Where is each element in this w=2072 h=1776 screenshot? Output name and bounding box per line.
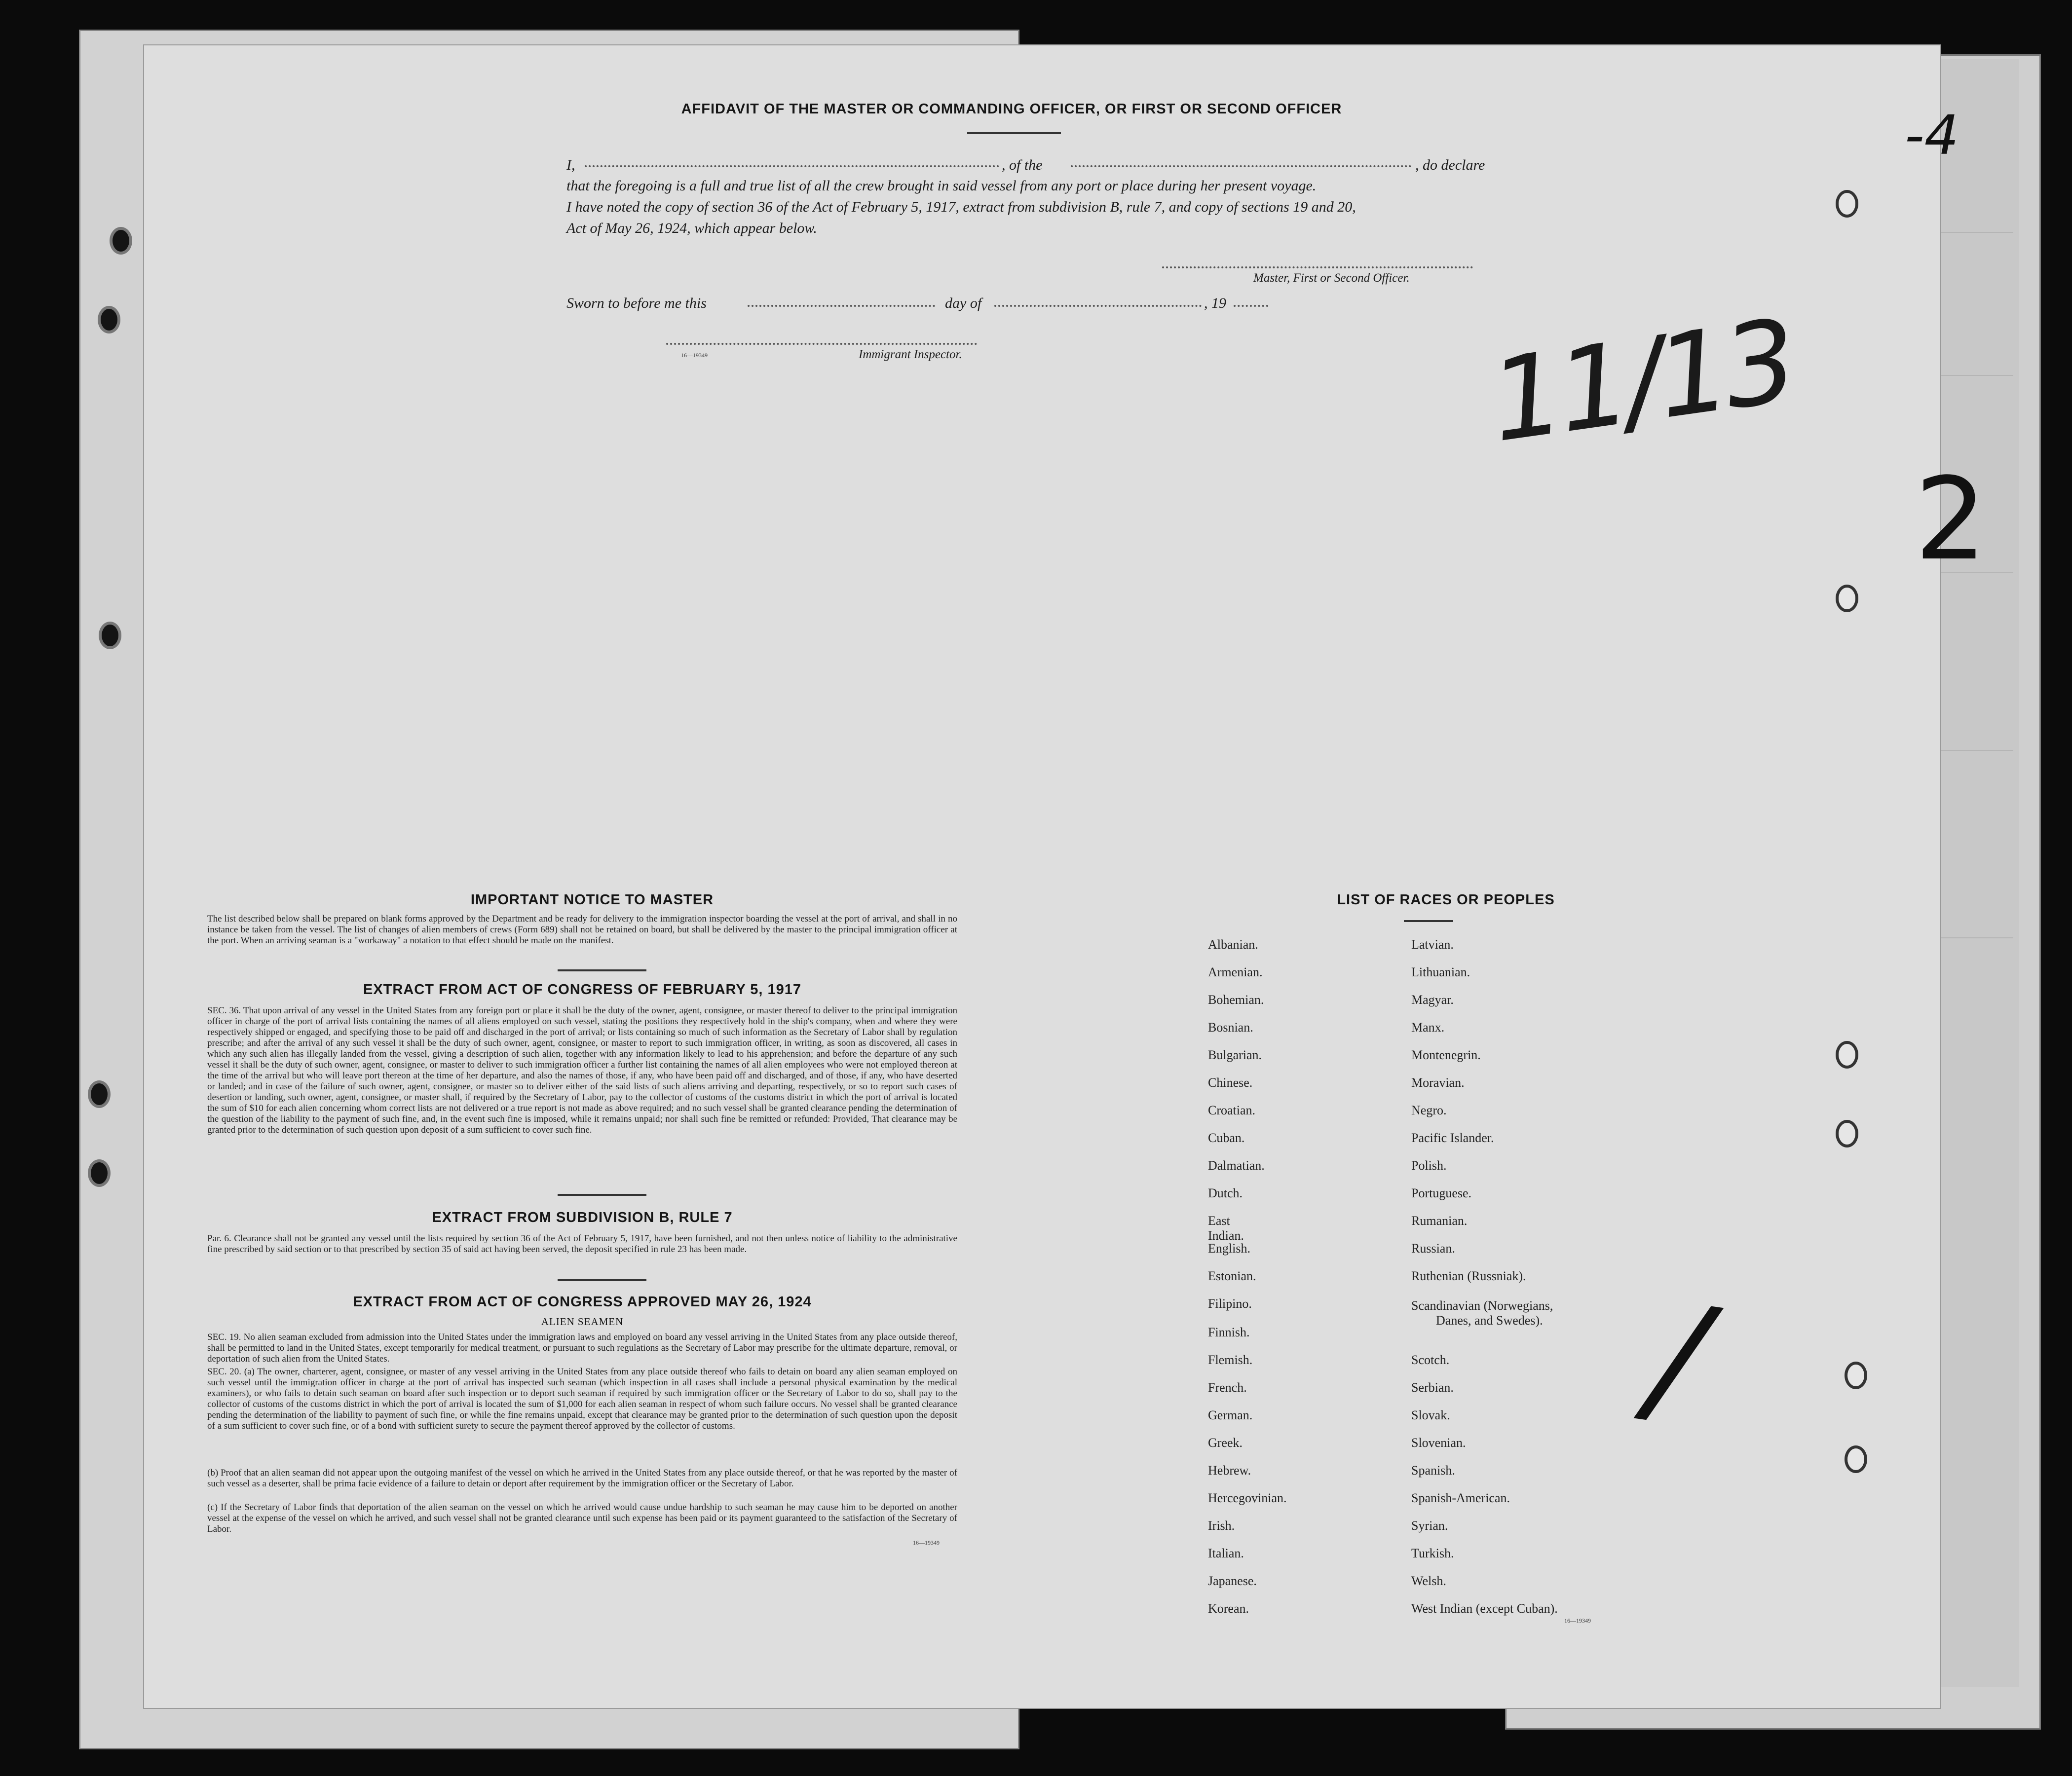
sec-20c-text: (c) If the Secretary of Labor finds that deportation of the alien seaman on the vessel on which he arrived would cause undue hardship to such seaman he may cause him to be deported on another vessel at the expense of the vessel on which he arrived, and such vessel shall not be granted clearance until such expense has been paid or its payment guaranteed to the satisfaction of the Secretary of Labor. bbox=[207, 1502, 957, 1534]
punch-hole bbox=[1836, 190, 1858, 218]
sworn-mid: day of bbox=[945, 295, 982, 311]
main-document-sheet bbox=[143, 44, 1941, 1709]
race-item: Latvian. bbox=[1411, 937, 1454, 952]
race-item: Hercegovinian. bbox=[1208, 1491, 1287, 1505]
extract-1917-title: EXTRACT FROM ACT OF CONGRESS OF FEBRUARY 5, 1917 bbox=[363, 982, 802, 998]
race-item: Japanese. bbox=[1208, 1574, 1257, 1588]
affidavit-line1-mid: , of the bbox=[1002, 157, 1043, 173]
race-item: Pacific Islander. bbox=[1411, 1131, 1494, 1145]
divider bbox=[558, 1279, 646, 1281]
form-number: 16—19349 bbox=[913, 1539, 940, 1546]
sec-20b-text: (b) Proof that an alien seaman did not appear upon the outgoing manifest of the vessel on which he arrived in the United States from any place outside thereof, or that he was reported by the master of such vessel as a deserter, shall be prima facie evidence of a failure to detain or deport after requirement by the immigration officer or the Secretary of Labor. bbox=[207, 1468, 957, 1489]
form-number: 16—19349 bbox=[1564, 1617, 1591, 1624]
race-item: Polish. bbox=[1411, 1158, 1447, 1173]
race-item: Flemish. bbox=[1208, 1353, 1253, 1367]
punch-hole bbox=[1836, 1041, 1858, 1069]
race-item: Scotch. bbox=[1411, 1353, 1450, 1367]
race-item: Slovenian. bbox=[1411, 1436, 1466, 1450]
race-item: Hebrew. bbox=[1208, 1463, 1251, 1478]
race-item: Italian. bbox=[1208, 1546, 1244, 1560]
affidavit-line2: that the foregoing is a full and true list of all the crew brought in said vessel from any port or place during her present voyage. bbox=[566, 178, 1317, 194]
punch-hole bbox=[110, 227, 132, 255]
race-item: Dutch. bbox=[1208, 1186, 1243, 1200]
race-item: Armenian. bbox=[1208, 965, 1263, 979]
race-item: Korean. bbox=[1208, 1601, 1249, 1616]
race-item: Moravian. bbox=[1411, 1075, 1465, 1090]
race-item: German. bbox=[1208, 1408, 1253, 1422]
form-number: 16—19349 bbox=[681, 352, 708, 359]
race-item: Lithuanian. bbox=[1411, 965, 1470, 979]
race-item: Russian. bbox=[1411, 1241, 1455, 1256]
race-item: Dalmatian. bbox=[1208, 1158, 1265, 1173]
year-blank bbox=[1234, 305, 1268, 307]
race-item: Serbian. bbox=[1411, 1380, 1454, 1395]
race-item: Finnish. bbox=[1208, 1325, 1250, 1339]
race-item: Croatian. bbox=[1208, 1103, 1256, 1117]
race-item: Bohemian. bbox=[1208, 993, 1264, 1007]
sec-19-text: SEC. 19. No alien seaman excluded from admission into the United States under the immigration laws and employed on board any vessel arriving in the United States from any place outside thereof, shall be permitted to land in the United States, except temporarily for medical treatment, or pursuant to such regulations as the Secretary of Labor may prescribe for the ultimate departure, removal, or deportation of such alien from the United States. bbox=[207, 1332, 957, 1364]
race-item: Welsh. bbox=[1411, 1574, 1446, 1588]
handwritten-stroke: / bbox=[1641, 1270, 1715, 1448]
divider bbox=[558, 969, 646, 971]
race-item: English. bbox=[1208, 1241, 1250, 1256]
races-title: LIST OF RACES OR PEOPLES bbox=[1337, 892, 1555, 908]
extract-1924-title: EXTRACT FROM ACT OF CONGRESS APPROVED MAY 26, 1924 bbox=[353, 1294, 812, 1310]
signature-label: Master, First or Second Officer. bbox=[1253, 271, 1410, 285]
punch-hole bbox=[1836, 1120, 1858, 1147]
extract-1924-subtitle: ALIEN SEAMEN bbox=[541, 1316, 624, 1328]
affidavit-line1-end: , do declare bbox=[1415, 157, 1485, 173]
extract-1917-body: SEC. 36. That upon arrival of any vessel in the United States from any foreign port or place it shall be the duty of the owner, agent, consignee, or master thereof to deliver to the principal immigration officer in charge of the port of arrival lists containing the names of all aliens employed on such vessel, stating the positions they respectively hold in the ship's company, when and where they were respectively shipped or engaged, and specifying those to be paid off and discharged in the port of arrival; or lists containing so much of such information as the Secretary of Labor shall by regulation prescribe; and after the arrival of any such vessel it shall be the duty of such owner, agent, consignee, or master to report to such immigration officer, in writing, as soon as discovered, all cases in which any such alien has illegally landed from the vessel, giving a description of such alien, together with any information likely to lead to his apprehension; and before the departure of any such vessel it shall be the duty of such owner, agent, consignee, or master to deliver to such immigration officer a further list containing the names of all alien employees who were not employed thereon at the time of the arrival but who will leave port thereon at the time of her departure, and also the names of those, if any, who have been paid off and discharged, and of those, if any, who have deserted or landed; and in case of the failure of such owner, agent, consignee, or master so to deliver either of the said lists of such aliens arriving and departing, respectively, or so to report such cases of desertion or landing, such owner, agent, consignee, or master shall, if required by the Secretary of Labor, pay to the collector of customs of the customs district in which the port of arrival is located the sum of $10 for each alien concerning whom correct lists are not delivered or a true report is not made as above required; and no such vessel shall be granted clearance pending the determination of the question of the liability to the payment of such fine, and, in the event such fine is imposed, while it remains unpaid; nor shall such fine be remitted or refunded: Provided, That clearance may be granted prior to the determination of such question upon deposit of a sum sufficient to cover such fine. bbox=[207, 1005, 957, 1135]
name-blank bbox=[585, 165, 999, 167]
race-item: Scandinavian (Norwegians, bbox=[1411, 1298, 1553, 1313]
punch-hole bbox=[88, 1159, 111, 1187]
notice-body: The list described below shall be prepared on blank forms approved by the Department and be ready for delivery to the immigration inspector boarding the vessel at the port of arrival, and shall in no instance be taken from the vessel. The list of changes of alien members of crews (Form 689) shall not be retained on board, but shall be delivered by the master to the principal immigration officer at the port. When an arriving seaman is a "workaway" a notation to that effect should be made on the manifest. bbox=[207, 914, 957, 946]
affidavit-title: AFFIDAVIT OF THE MASTER OR COMMANDING OFFICER, OR FIRST OR SECOND OFFICER bbox=[681, 101, 1342, 117]
race-item: Irish. bbox=[1208, 1518, 1235, 1533]
race-item: Syrian. bbox=[1411, 1518, 1448, 1533]
race-item: Portuguese. bbox=[1411, 1186, 1472, 1200]
race-item: Slovak. bbox=[1411, 1408, 1450, 1422]
race-item: Rumanian. bbox=[1411, 1214, 1468, 1228]
sworn-start: Sworn to before me this bbox=[566, 295, 707, 311]
affidavit-line3: I have noted the copy of section 36 of the Act of February 5, 1917, extract from subdivision B, rule 7, and copy of sections 19 and 20, bbox=[566, 199, 1356, 215]
day-blank bbox=[748, 305, 935, 307]
handwritten-margin-number: 2 bbox=[1915, 454, 1987, 586]
punch-hole bbox=[99, 622, 121, 649]
inspector-signature-blank bbox=[666, 343, 977, 345]
race-item: French. bbox=[1208, 1380, 1247, 1395]
race-item: Greek. bbox=[1208, 1436, 1243, 1450]
race-item: Magyar. bbox=[1411, 993, 1454, 1007]
divider bbox=[967, 132, 1061, 134]
handwritten-date-note: 11/13 bbox=[1482, 295, 1801, 468]
race-item: Spanish-American. bbox=[1411, 1491, 1510, 1505]
race-item: Montenegrin. bbox=[1411, 1048, 1481, 1062]
punch-hole bbox=[88, 1080, 111, 1108]
race-item: Ruthenian (Russniak). bbox=[1411, 1269, 1526, 1283]
race-item: Turkish. bbox=[1411, 1546, 1454, 1560]
race-item: Negro. bbox=[1411, 1103, 1447, 1117]
punch-hole bbox=[1845, 1445, 1867, 1473]
divider bbox=[558, 1194, 646, 1196]
race-item: Spanish. bbox=[1411, 1463, 1455, 1478]
race-item: Cuban. bbox=[1208, 1131, 1245, 1145]
race-item-continuation: Danes, and Swedes). bbox=[1436, 1313, 1543, 1328]
notice-title: IMPORTANT NOTICE TO MASTER bbox=[470, 892, 714, 908]
race-item: West Indian (except Cuban). bbox=[1411, 1601, 1558, 1616]
sec-20a-text: SEC. 20. (a) The owner, charterer, agent, consignee, or master of any vessel arriving in the United States from any place outside thereof who fails to detain on board any alien seaman employed on such vessel until the immigration officer in charge at the port of arrival has inspected such seaman (which inspection in all cases shall include a personal physical examination by the medical examiners), or who fails to detain such seaman on board after such inspection or to deport such seaman if required by such immigration officer or the Secretary of Labor to do so, shall pay to the collector of customs of the customs district in which the port of arrival is located the sum of $1,000 for each alien seaman in respect of whom such failure occurs. No vessel shall be granted clearance pending the determination of the liability to payment of such fine, or while the fine remains unpaid, except that clearance may be granted prior to the determination of such question upon the deposit of a sum sufficient to cover such fine, or of a bond with sufficient surety to secure the payment thereof approved by the collector of customs. bbox=[207, 1367, 957, 1431]
race-item: Bosnian. bbox=[1208, 1020, 1253, 1035]
rule-7-body: Par. 6. Clearance shall not be granted any vessel until the lists required by section 36 of the Act of February 5, 1917, have been furnished, and not then unless notice of liability to the administrative fine prescribed by said section or to that prescribed by section 35 of said act having been served, the deposit specified in rule 23 has been made. bbox=[207, 1233, 957, 1255]
punch-hole bbox=[98, 306, 120, 333]
race-item: Chinese. bbox=[1208, 1075, 1253, 1090]
punch-hole bbox=[1845, 1362, 1867, 1389]
handwritten-top-mark: -4 bbox=[1905, 104, 1959, 167]
affidavit-line1-start: I, bbox=[566, 157, 575, 173]
inspector-label: Immigrant Inspector. bbox=[859, 348, 962, 361]
race-item: Albanian. bbox=[1208, 937, 1258, 952]
signature-blank bbox=[1162, 266, 1473, 268]
affidavit-line4: Act of May 26, 1924, which appear below. bbox=[566, 220, 817, 236]
sworn-end: , 19 bbox=[1204, 295, 1226, 311]
race-item: Manx. bbox=[1411, 1020, 1445, 1035]
race-item: Filipino. bbox=[1208, 1296, 1252, 1311]
race-item: Estonian. bbox=[1208, 1269, 1256, 1283]
race-item: East Indian. bbox=[1208, 1214, 1244, 1243]
punch-hole bbox=[1836, 585, 1858, 612]
month-blank bbox=[994, 305, 1202, 307]
rule-7-title: EXTRACT FROM SUBDIVISION B, RULE 7 bbox=[432, 1210, 733, 1225]
vessel-blank bbox=[1071, 165, 1411, 167]
divider bbox=[1404, 920, 1453, 922]
race-item: Bulgarian. bbox=[1208, 1048, 1262, 1062]
